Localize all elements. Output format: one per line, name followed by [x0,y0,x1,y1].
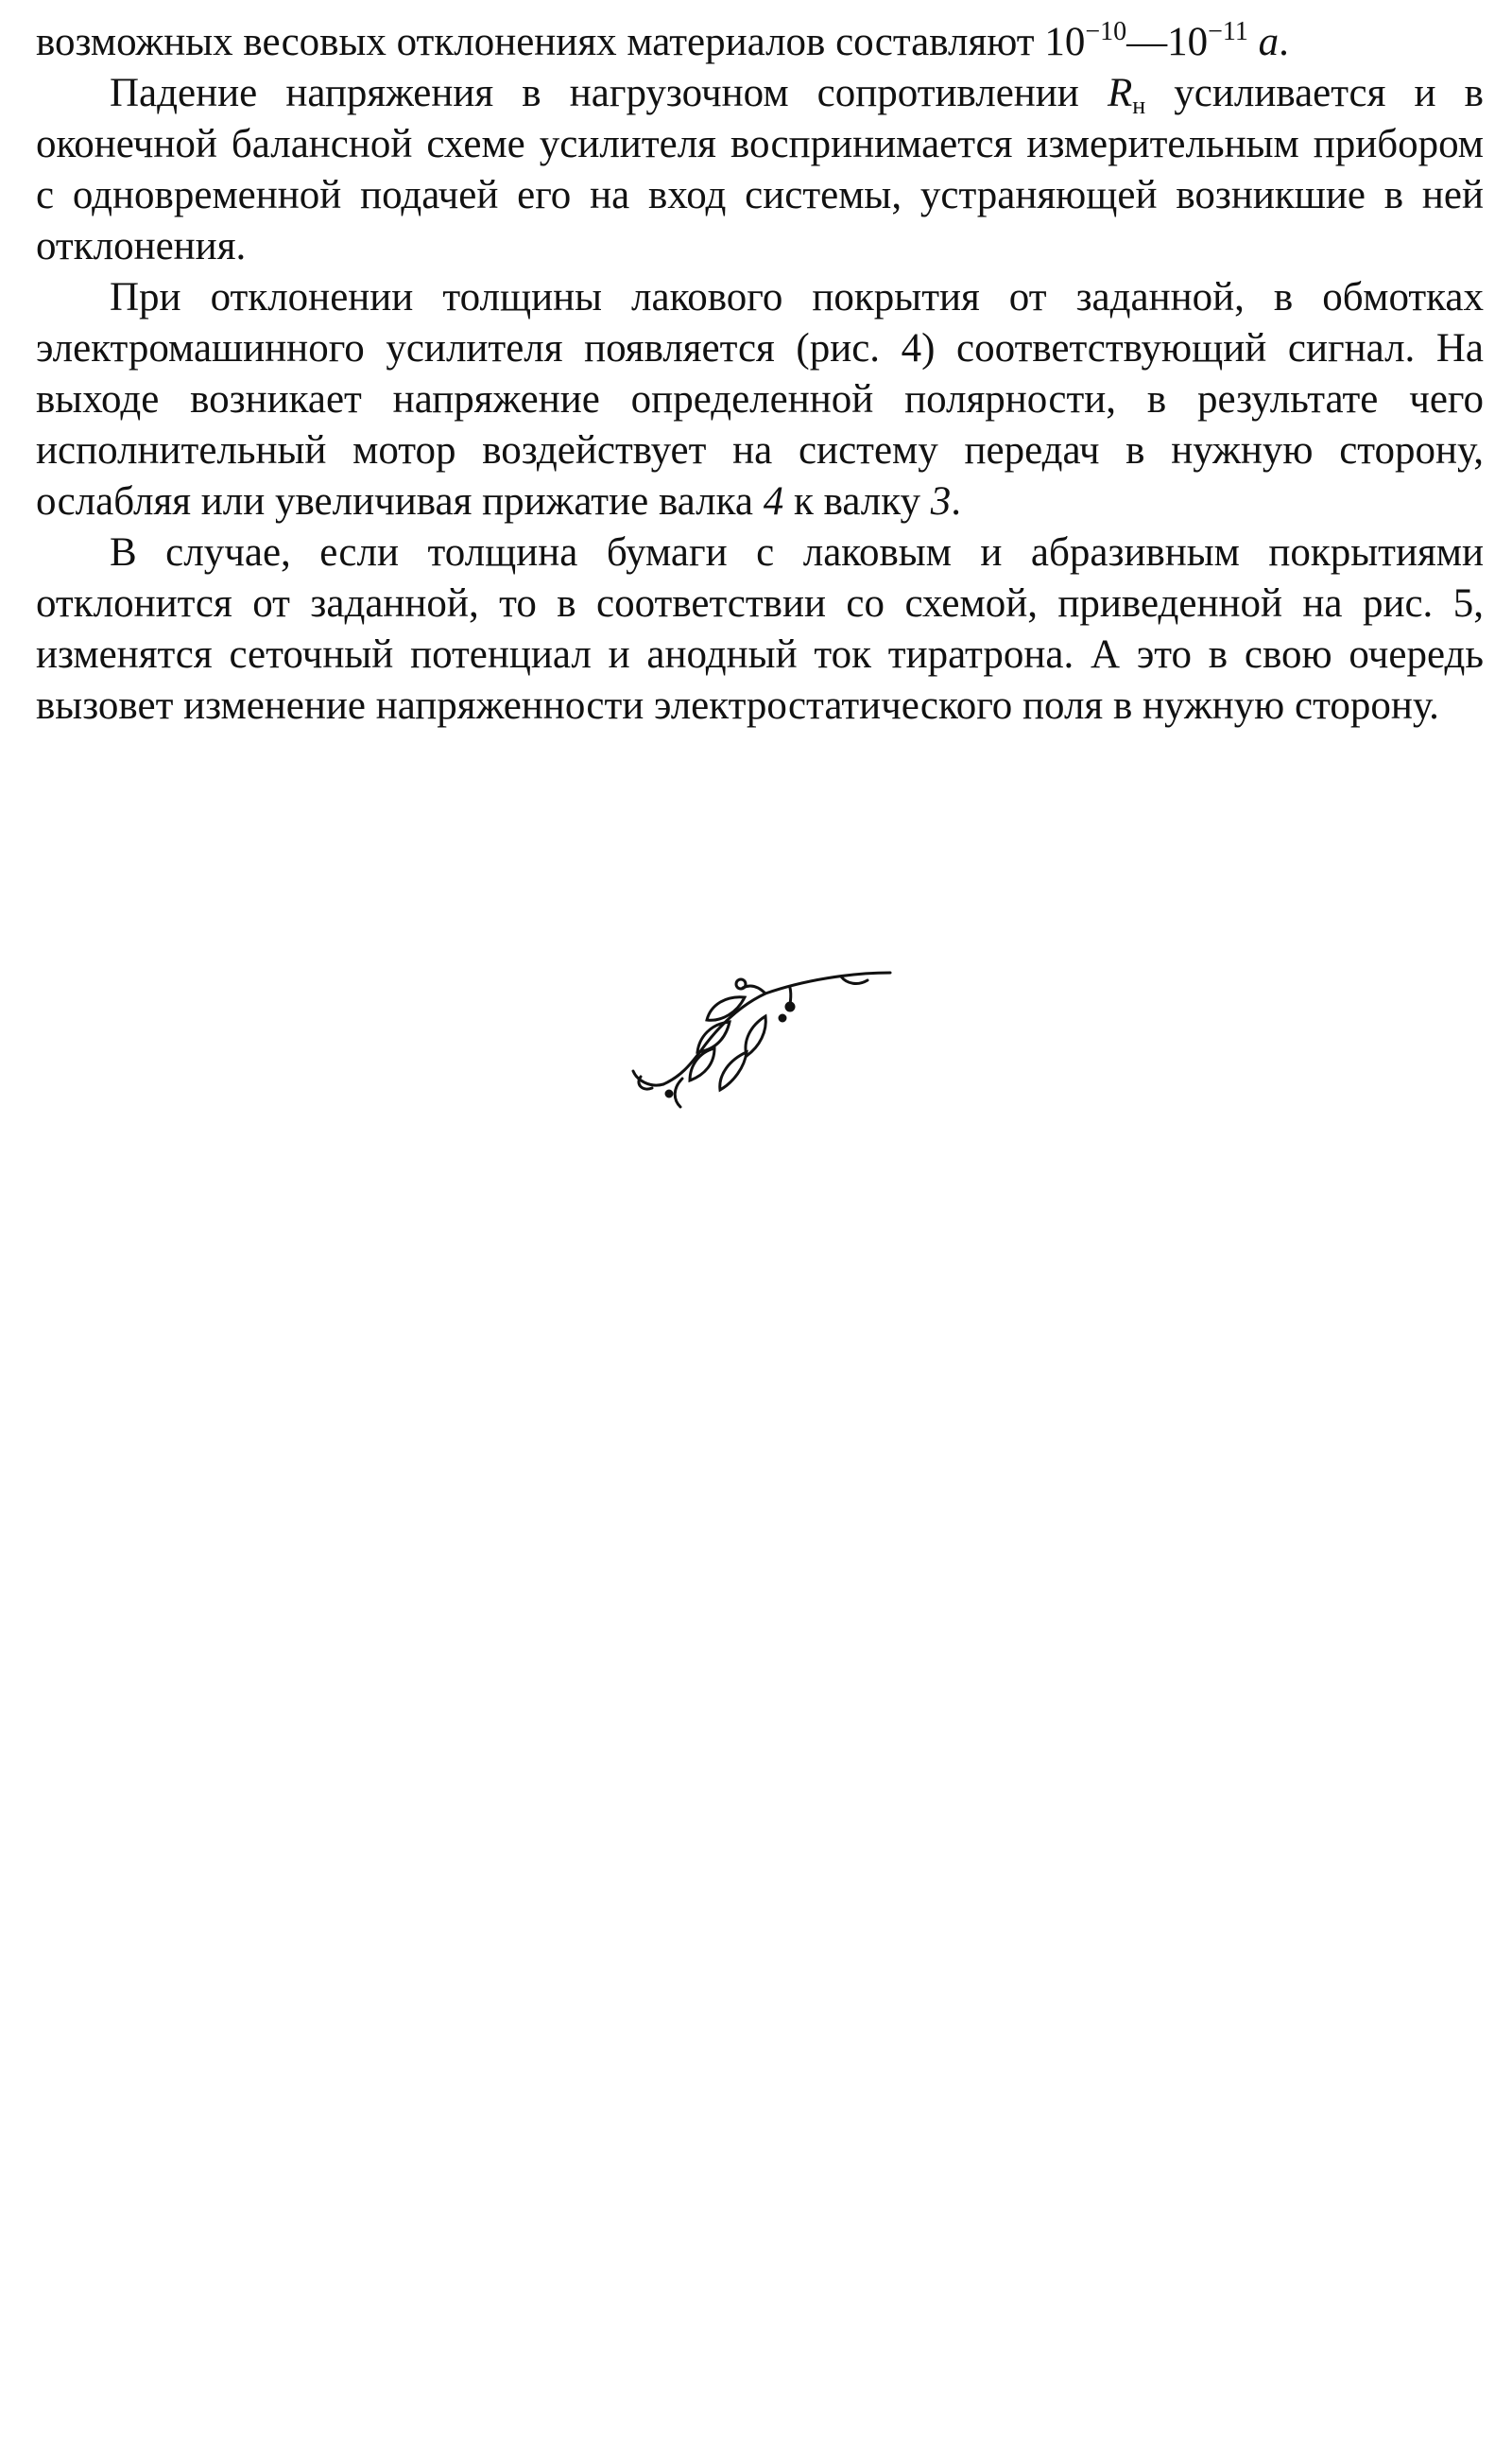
paragraph-text: 3 [930,479,952,524]
paragraph-text: R [1107,71,1133,115]
document-page [36,17,1484,732]
paragraph-text: В случае, если толщина бумаги с лаковым и абразивным покрытиями отклонится от заданной, то в соответствии со схемой, приведенной на рис. 5, изменятся сеточный потенциал и анодный ток тиратрона. А это в свою очередь вызовет изменение напряженности электростатического поля в нужную сторону. [36,530,1484,728]
floral-branch-icon [624,959,898,1111]
paragraph-text: −10 [1085,17,1127,46]
text-body [36,17,1484,732]
paragraph-text: к валку [783,479,931,524]
paragraph [36,272,1484,527]
paragraph-text: 4 [763,479,784,524]
paragraph-text: −11 [1208,17,1248,46]
paragraph-text [1248,20,1259,64]
paragraph-text: а [1258,20,1280,64]
paragraph-text: . [1279,20,1289,64]
paragraph-text: . [951,479,962,524]
paragraph-text: —10 [1126,20,1209,64]
paragraph [36,68,1484,272]
paragraph-text: возможных весовых отклонениях материалов составляют 10 [36,20,1086,64]
paragraph-text: н [1132,92,1146,119]
paragraph-text: усиливается и в оконечной балансной схеме усилителя воспринимается измерительным прибором с одновременной подачей его на вход системы, устраняющей возникшие в ней отклонения. [36,71,1484,268]
paragraph-text: Падение напряжения в нагрузочном сопротивлении [110,71,1108,115]
paragraph [36,527,1484,732]
paragraph [36,17,1484,68]
paragraph-text: При отклонении толщины лакового покрытия от заданной, в обмотках электромашинного усилителя появляется (рис. 4) соответствующий сигнал. На выходе возникает напряжение определенной полярности, в результате чего исполнительный мотор воздействует на систему передач в нужную сторону, ослабляя или увеличивая прижатие валка [36,275,1484,524]
